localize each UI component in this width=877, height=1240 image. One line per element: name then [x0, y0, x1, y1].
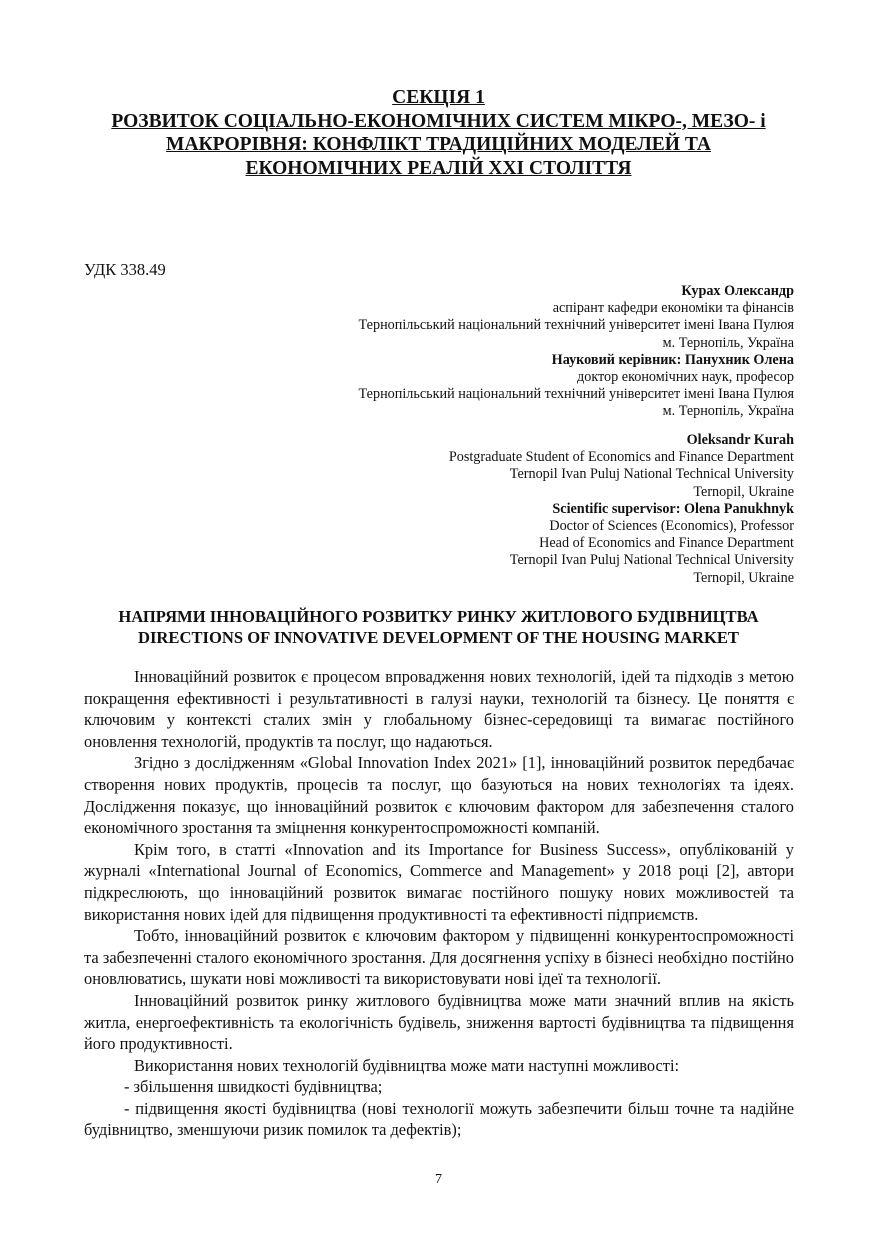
section-title-line-3: ЕКОНОМІЧНИХ РЕАЛІЙ ХХІ СТОЛІТТЯ	[245, 157, 632, 179]
article-title-english: DIRECTIONS OF INNOVATIVE DEVELOPMENT OF THE HOUSING MARKET	[137, 628, 739, 647]
paragraph: Згідно з дослідженням «Global Innovation Index 2021» [1], інноваційний розвиток передбачає створення нових продуктів, процесів та послуг, що базуються на нових технологіях та ідеях. Дослідження показує, що інноваційний розвиток є ключовим фактором для забезпечення сталого економічного зростання та зміцнення конкурентоспроможності компаній.	[84, 753, 794, 838]
paragraph: Інноваційний розвиток ринку житлового будівництва може мати значний вплив на якість житла, енергоефективність та екологічність будівель, зниження вартості будівництва та підвищення його продуктивності.	[84, 990, 794, 1054]
author-city: м. Тернопіль, Україна	[662, 334, 794, 351]
supervisor-degree: Doctor of Sciences (Economics), Professor	[549, 518, 794, 535]
udc-code: УДК 338.49	[84, 260, 166, 279]
author-block-english	[194, 432, 794, 587]
section-title-line-1: РОЗВИТОК СОЦІАЛЬНО-ЕКОНОМІЧНИХ СИСТЕМ МІКРО-, МЕЗО- і	[111, 110, 766, 132]
author-position: аспірант кафедри економіки та фінансів	[552, 300, 794, 317]
author-university: Ternopil Ivan Puluj National Technical University	[509, 466, 794, 483]
list-item: - підвищення якості будівництва (нові технології можуть забезпечити більш точне та надійне будівництво, зменшуючи ризик помилок та дефектів);	[84, 1098, 794, 1140]
section-heading	[60, 86, 817, 180]
author-position: Postgraduate Student of Economics and Finance Department	[448, 449, 794, 466]
page-number: 7	[435, 1172, 442, 1187]
supervisor-city: Ternopil, Ukraine	[693, 569, 794, 586]
list-item: - збільшення швидкості будівництва;	[124, 1077, 383, 1097]
supervisor-university: Тернопільський національний технічний університет імені Івана Пулюя	[358, 386, 794, 403]
author-university: Тернопільський національний технічний університет імені Івана Пулюя	[358, 317, 794, 334]
section-number: СЕКЦІЯ 1	[392, 87, 485, 108]
paragraph: Крім того, в статті «Innovation and its Importance for Business Success», опублікованій у журналі «International Journal of Economics, Commerce and Management» у 2018 році [2], автори підкреслюють, що інноваційний розвиток вимагає постійного пошуку нових можливостей та використання нових ідей для підвищення продуктивності та ефективності підприємств.	[84, 839, 794, 924]
author-block-ukrainian	[194, 283, 794, 421]
paragraph: Тобто, інноваційний розвиток є ключовим фактором у підвищенні конкурентоспроможності та забезпеченні сталого економічного зростання. Для досягнення успіху в бізнесі необхідно постійно оновлюватись, шукати нові можливості та використовувати нові ідеї та технології.	[84, 926, 794, 989]
article-body	[84, 666, 794, 1141]
paragraph: Використання нових технологій будівництва може мати наступні можливості:	[134, 1055, 680, 1075]
supervisor-city: м. Тернопіль, Україна	[662, 403, 794, 420]
supervisor-department: Head of Economics and Finance Department	[539, 535, 794, 552]
author-name: Курах Олександр	[681, 283, 794, 299]
author-city: Ternopil, Ukraine	[693, 483, 794, 500]
section-title-line-2: МАКРОРІВНЯ: КОНФЛІКТ ТРАДИЦІЙНИХ МОДЕЛЕЙ ТА	[166, 134, 711, 155]
article-title-ukrainian: НАПРЯМИ ІННОВАЦІЙНОГО РОЗВИТКУ РИНКУ ЖИТЛОВОГО БУДІВНИЦТВА	[118, 607, 759, 626]
supervisor-degree: доктор економічних наук, професор	[577, 369, 794, 386]
author-name: Oleksandr Kurah	[686, 432, 794, 448]
supervisor-university: Ternopil Ivan Puluj National Technical University	[509, 552, 794, 569]
article-title	[60, 606, 817, 648]
supervisor-name: Науковий керівник: Панухник Олена	[551, 351, 794, 368]
paragraph: Інноваційний розвиток є процесом впровадження нових технологій, ідей та підходів з метою покращення ефективності і результативності в галузі науки, технологій та бізнесу. Це поняття є ключовим у контексті сталих змін у глобальному бізнес-середовищі та вимагає постійного оновлення технологій, продуктів та послуг, що надаються.	[84, 667, 794, 751]
supervisor-name: Scientific supervisor: Olena Panukhnyk	[552, 500, 794, 517]
